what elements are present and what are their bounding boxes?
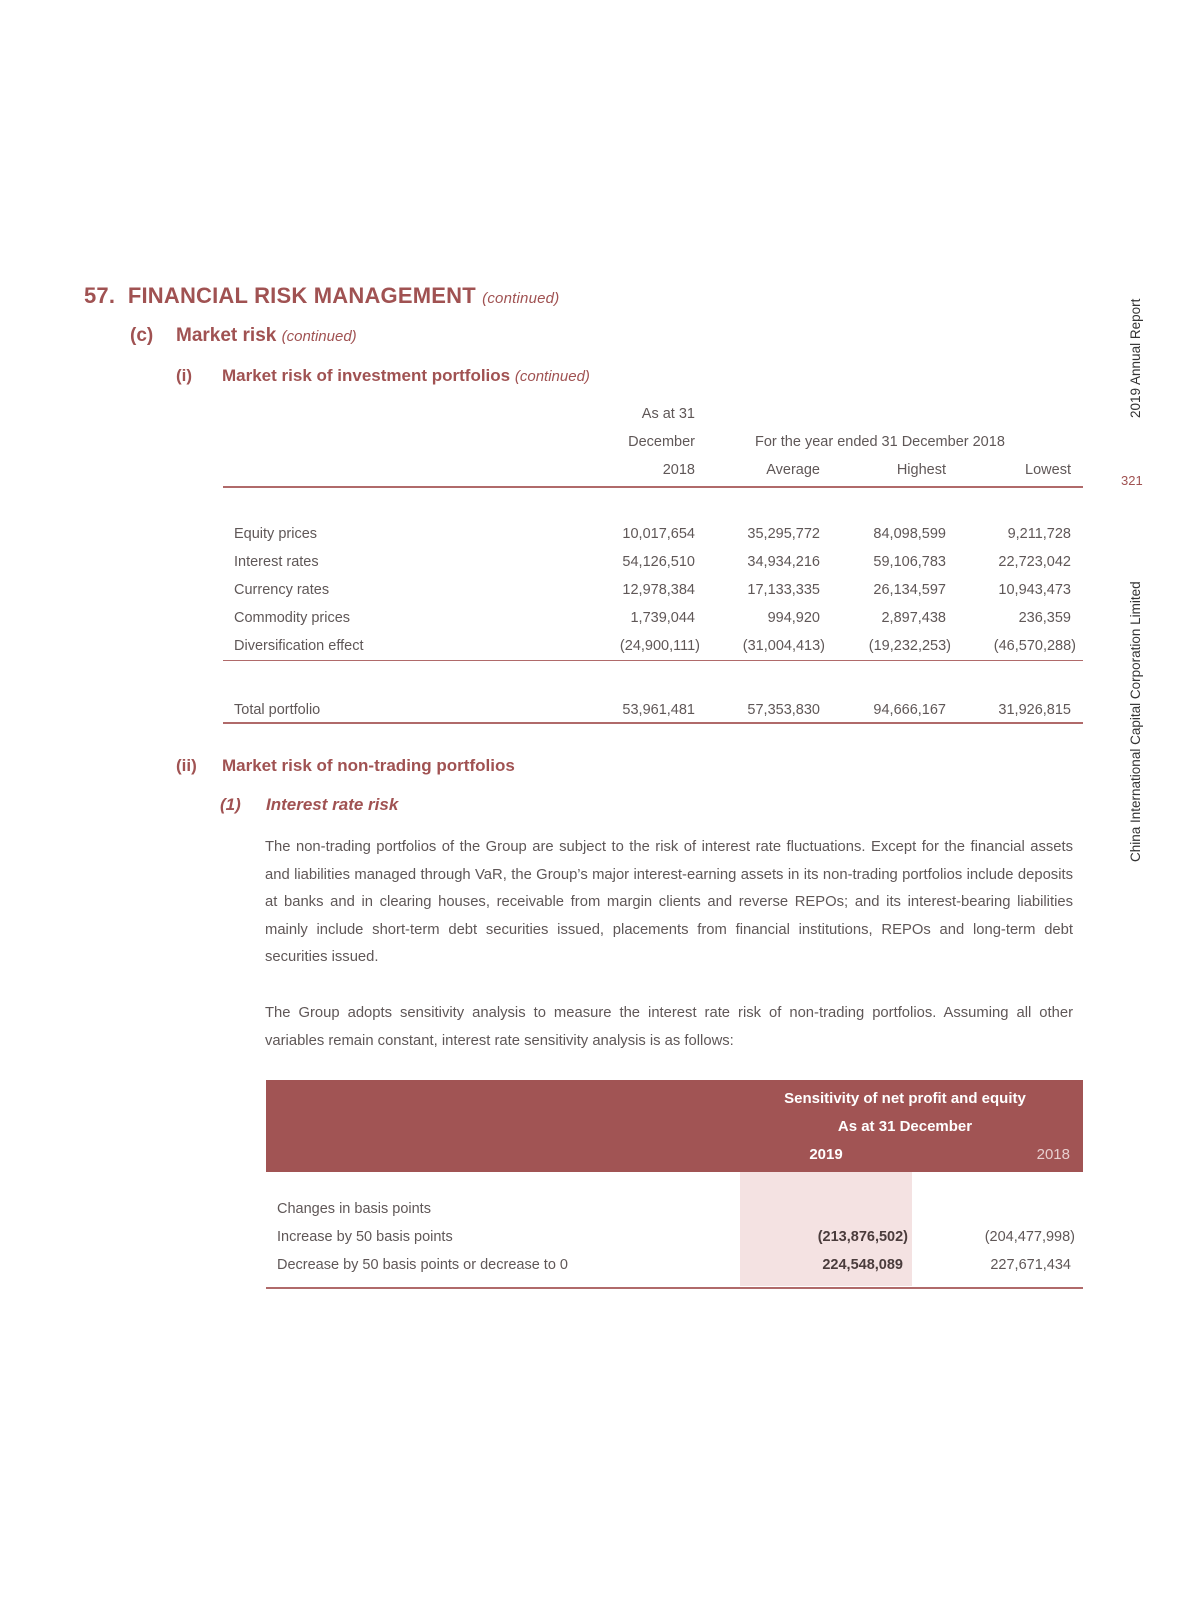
cell: (24,900,111) (619, 638, 700, 654)
row-label: Currency rates (234, 582, 330, 598)
cell: 31,926,815 (998, 702, 1071, 718)
sensitivity-bottom-rule (266, 1287, 1083, 1289)
col-header-highest: Highest (896, 462, 946, 478)
continued-label: (continued) (514, 368, 590, 385)
row-label: Diversification effect (234, 638, 364, 654)
cell: 26,134,597 (873, 582, 946, 598)
cell: 59,106,783 (873, 554, 946, 570)
row-label: Increase by 50 basis points (277, 1229, 453, 1245)
subsection-ii-label: (ii) (176, 756, 197, 775)
cell: 10,943,473 (998, 582, 1071, 598)
page-number: 321 (1121, 473, 1143, 488)
heading-title: FINANCIAL RISK MANAGEMENT (127, 283, 476, 308)
col-header-as-at-line3: 2018 (662, 462, 695, 478)
row-label: Changes in basis points (277, 1201, 431, 1217)
cell: 12,978,384 (622, 582, 695, 598)
cell-2018: 227,671,434 (990, 1257, 1071, 1273)
heading-number: 57. (84, 283, 116, 308)
subsection-1-title: Interest rate risk (266, 795, 399, 814)
subsection-i-heading (176, 366, 590, 386)
cell: 994,920 (767, 610, 820, 626)
subsection-i-title: Market risk of investment portfolios (222, 366, 511, 385)
cell: (46,570,288) (993, 638, 1076, 654)
cell-2019: (213,876,502) (817, 1229, 908, 1245)
col-header-lowest: Lowest (1025, 462, 1071, 478)
cell: 54,126,510 (622, 554, 695, 570)
col-header-2018: 2018 (1036, 1146, 1070, 1163)
cell: 34,934,216 (747, 554, 820, 570)
col-group-header: For the year ended 31 December 2018 (755, 434, 1005, 450)
subsection-i-label: (i) (176, 366, 193, 385)
sensitivity-header-date: As at 31 December (837, 1118, 973, 1135)
total-rule (223, 722, 1083, 724)
cell: 17,133,335 (747, 582, 820, 598)
cell: (19,232,253) (868, 638, 951, 654)
cell: 94,666,167 (873, 702, 946, 718)
cell-2019: 224,548,089 (822, 1257, 903, 1273)
cell: 10,017,654 (622, 526, 695, 542)
continued-label: (continued) (482, 290, 560, 307)
paragraph-sensitivity-intro: The Group adopts sensitivity analysis to measure the interest rate risk of non-trading portfolios. Assuming all other variables remain constant, interest rate sensitivity analysis is as follows: (265, 1005, 1073, 1049)
cell: (31,004,413) (742, 638, 825, 654)
continued-label: (continued) (281, 328, 357, 345)
col-header-as-at-line2: December (628, 434, 695, 450)
row-label: Commodity prices (234, 610, 351, 626)
subsection-1-label: (1) (220, 795, 241, 814)
cell: 9,211,728 (1007, 526, 1071, 542)
sidebar-report-title: 2019 Annual Report (1128, 298, 1143, 418)
row-label: Decrease by 50 basis points or decrease to 0 (277, 1257, 568, 1273)
cell: 35,295,772 (747, 526, 820, 542)
subsection-ii-title: Market risk of non-trading portfolios (222, 756, 515, 775)
sensitivity-header-title: Sensitivity of net profit and equity (784, 1090, 1026, 1107)
cell: 236,359 (1018, 610, 1071, 626)
paragraph-interest-rate-risk: The non-trading portfolios of the Group are subject to the risk of interest rate fluctuations. Except for the financial assets and liabilities managed through VaR, the Group’s major interest-earning assets in its non-trading portfolios include deposits at banks and in clearing houses, receivable from margin clients and reverse REPOs; and its interest-bearing liabilities mainly include short-term debt securities issued, placements from financial institutions, REPOs and long-term debt securities issued. (265, 839, 1073, 965)
row-label: Interest rates (234, 554, 319, 570)
row-label: Equity prices (234, 526, 318, 542)
cell: 84,098,599 (873, 526, 946, 542)
subtotal-rule (223, 660, 1083, 661)
cell: 1,739,044 (630, 610, 695, 626)
header-rule (223, 486, 1083, 488)
cell: 57,353,830 (747, 702, 820, 718)
cell-2018: (204,477,998) (984, 1229, 1075, 1245)
subsection-c-title: Market risk (176, 325, 277, 346)
col-header-as-at-line1: As at 31 (641, 406, 695, 422)
subsection-c-label: (c) (130, 325, 154, 346)
section-heading (84, 283, 559, 309)
col-header-2019: 2019 (809, 1146, 843, 1163)
cell: 2,897,438 (881, 610, 946, 626)
cell: 53,961,481 (622, 702, 695, 718)
col-header-average: Average (766, 462, 820, 478)
subsection-1-heading (220, 795, 398, 815)
cell: 22,723,042 (998, 554, 1071, 570)
sidebar-company-name: China International Capital Corporation Limited (1128, 581, 1143, 862)
row-label: Total portfolio (234, 702, 321, 718)
subsection-c-heading (130, 325, 357, 347)
subsection-ii-heading (176, 756, 515, 776)
